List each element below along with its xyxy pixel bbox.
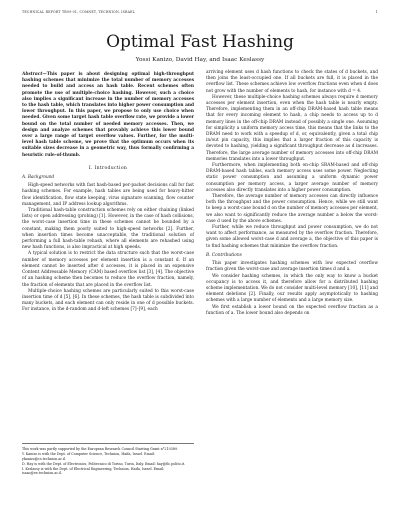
right-column (206, 70, 378, 317)
running-header-left: TECHNICAL REPORT TR09-01, COMNET, TECHNION, ISRAEL (22, 10, 135, 14)
paper-title: Optimal Fast Hashing (106, 32, 294, 52)
footnotes (22, 443, 194, 477)
paragraph: arriving element uses d hash functions to check the states of d buckets, and then joins the least-occupied one. If all buckets are full, it is placed in the overflow list. These schemes achieve low overflow fractions even when d does not grow with the number of elements to hash, for instance with d = 4. (206, 70, 378, 94)
footnote: D. Hay is with the Dept. of Electronics, Politecnico di Torino, Turin, Italy. Email: hay@tlc.polito.it. (22, 461, 186, 466)
paragraph: This paper investigates hashing schemes with low expected overflow fraction given the worst-case and average insertion times d and a. (206, 261, 378, 273)
paragraph: Therefore, the average number of memory accesses can directly influence both the throughput and the power consumption. Hence, while we still want to keep a worst-case bound d on the number of memory accesses per element, we also want to significantly reduce the average number a below the worst-case d used by the above schemes. (206, 194, 378, 224)
subsection-heading-background: A. Background (22, 175, 55, 181)
footnote: I. Keslassy is with the Dept. of Electrical Engineering, Technion, Haifa, Israel. Email: isaac@ee.technion.ac.il. (22, 466, 165, 476)
abstract-text: —This paper is about designing optimal high-throughput hashing schemes that minimize the total number of memory accesses needed to build and access an hash table. Recent schemes often promote the use of multiple-choice hashing. However, such a choice also implies a significant increase in the number of memory accesses to the hash table, which translates into higher power consumption and lower throughput. In this paper, we propose to only use choice when needed. Given some target hash table overflow rate, we provide a lower bound on the total number of needed memory accesses. Then, we design and analyze schemes that provably achieve this lower bound over a large range of target overflow values. Further, for the multi-level hash table scheme, we prove that the optimum occurs when its suitable sizes decrease in a geometric way, thus formally confirming a heuristic rule-of-thumb. (22, 72, 194, 158)
running-header (22, 10, 378, 14)
paragraph: High-speed networks with fast hash-based per-packet decisions call for fast hashing schemes. For example, hash tables are being used for heavy-hitter flow identification, flow state keeping, virus signature scanning, flow counter management, and IP address lookup algorithms. (22, 183, 194, 207)
abstract (22, 72, 194, 159)
paragraph: We first establish a lower bound on the expected overflow fraction as a function of a. The lower bound also depends on (206, 304, 378, 316)
paragraph: Further, while we reduce throughput and power consumption, we do not want to affect performance, as measured by the overflow fraction. Therefore, given some allowed worst-case d and average a, the objective of this paper is to find hashing schemes that minimize the overflow fraction. (206, 225, 378, 249)
footnote: Y. Kanizo is with the Dept. of Computer Science, Technion, Haifa, Israel. Email: ykanizo@cs.technion.ac.il. (22, 452, 155, 461)
paper-authors: Yossi Kanizo, David Hay, and Isaac Keslassy (135, 57, 265, 63)
paragraph: Traditional hash-table construction schemes rely on either chaining (linked lists) or open addressing (probing) [1]. However, in the case of hash collisions, the worst-case insertion time in these schemes cannot be bounded by a constant, making them poorly suited to high-speed networks [2]. Further, when insertion times become unacceptable, the traditional solution of performing a full hash-table rehash, where all elements are rehashed using new hash functions, is also impractical at high speeds. (22, 208, 194, 251)
paragraph: A typical solution is to restrict the data structure such that the worst-case number of memory accesses per element insertion is a constant d. If an element cannot be inserted after d accesses, it is placed in an expensive Content Addressable Memory (CAM) based overflow list [3], [4]. The objective of an hashing scheme then becomes to reduce the overflow fraction, namely, the fraction of elements that are placed in the overflow list. (22, 251, 194, 288)
paragraph: We consider hashing schemes, in which the only way to know a bucket occupancy is to access it, and therefore allow for a distributed hashing scheme implementation. We do not consider multi-level memory [10], [11] and element deletions [2]. Finally, our results apply asymptotically to hashing schemes with a large number of elements and a large memory size. (206, 273, 378, 304)
page-number: 1 (375, 10, 378, 14)
abstract-label: Abstract (22, 72, 43, 77)
left-column (22, 72, 194, 314)
subsection-heading-contributions: B. Contributions (206, 252, 242, 258)
paragraph: Furthermore, when implementing both on-chip SRAM-based and off-chip DRAM-based hash tables, each memory access uses some power. Neglecting static power consumption and assuming a uniform dynamic power consumption per memory access, a larger average number of memory accesses also directly translates into a higher power consumption. (206, 163, 378, 193)
paragraph: Multiple-choice hashing schemes are particularly suited to this worst-case insertion time of d [5], [6]. In these schemes, the hash table is subdivided into many buckets, and each element can only reside in one of d possible buckets. For instance, in the d-random and d-left schemes [7]–[9], each (22, 288, 194, 313)
section-heading-introduction: I. Introduction (88, 165, 128, 171)
paragraph: However, these multiple-choice hashing schemes always require d memory accesses per element insertion, even when the hash table is nearly empty. Therefore, implementing them in an off-chip DRAM-based hash table means that for every incoming element to hash, a chip needs to access up to d memory lines in the off-chip DRAM instead of possibly a single one. Assuming for simplicity a uniform memory access time, this means that the links to the DRAM need to work with a speedup of d, or, equivalently, given a total chip in/out pin capacity, this implies that a larger fraction of this capacity is devoted to hashing, yielding a significant throughput decrease as d increases. Therefore, the large average number of memory accesses into off-chip DRAM memories translates into a lower throughput. (206, 94, 378, 162)
footnote: This work was partly supported by the European Research Council Starting Grant n°210389. (22, 447, 179, 451)
